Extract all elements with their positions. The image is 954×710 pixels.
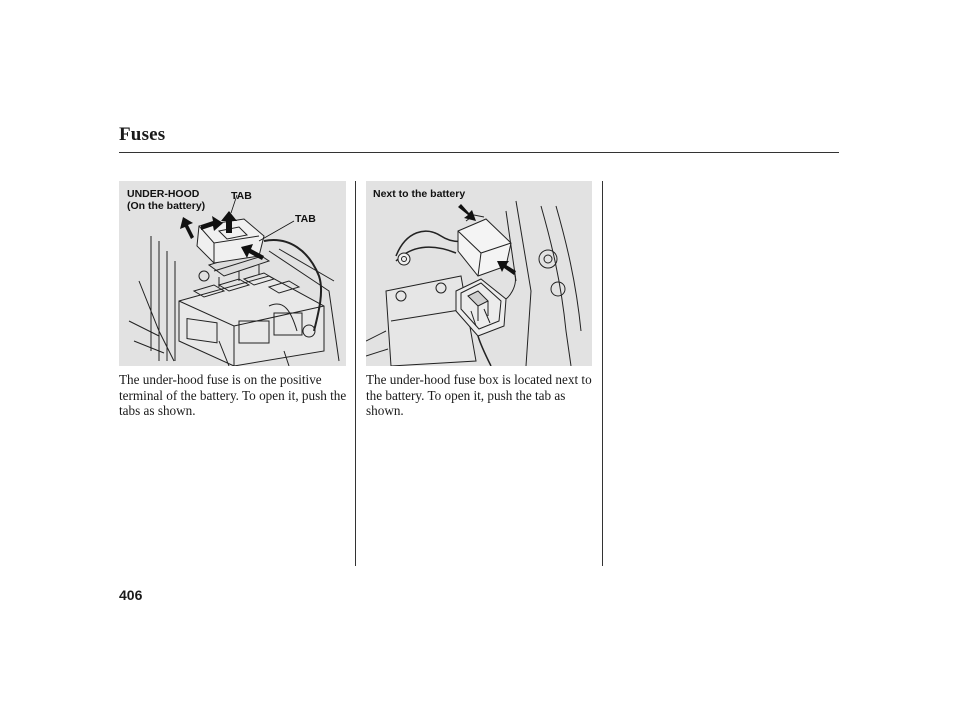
figure-underhood-battery <box>119 181 346 366</box>
right-paragraph: The under-hood fuse box is located next to the battery. To open it, push the tab as shown. <box>366 372 592 419</box>
title-rule <box>119 152 839 153</box>
page-number: 406 <box>119 587 143 603</box>
column-divider-2 <box>602 181 603 566</box>
figure-next-to-battery <box>366 181 592 366</box>
column-divider-1 <box>355 181 356 566</box>
page-title: Fuses <box>119 124 166 145</box>
fuse-box-illustration <box>366 181 592 366</box>
left-paragraph: The under-hood fuse is on the positive terminal of the battery. To open it, push the tabs as shown. <box>119 372 347 419</box>
label-underhood: UNDER-HOOD <box>127 188 200 200</box>
label-next-to-battery: Next to the battery <box>373 188 466 200</box>
label-on-the-battery: (On the battery) <box>127 200 206 212</box>
label-tab-top: TAB <box>231 190 252 202</box>
label-tab-right: TAB <box>295 213 316 225</box>
